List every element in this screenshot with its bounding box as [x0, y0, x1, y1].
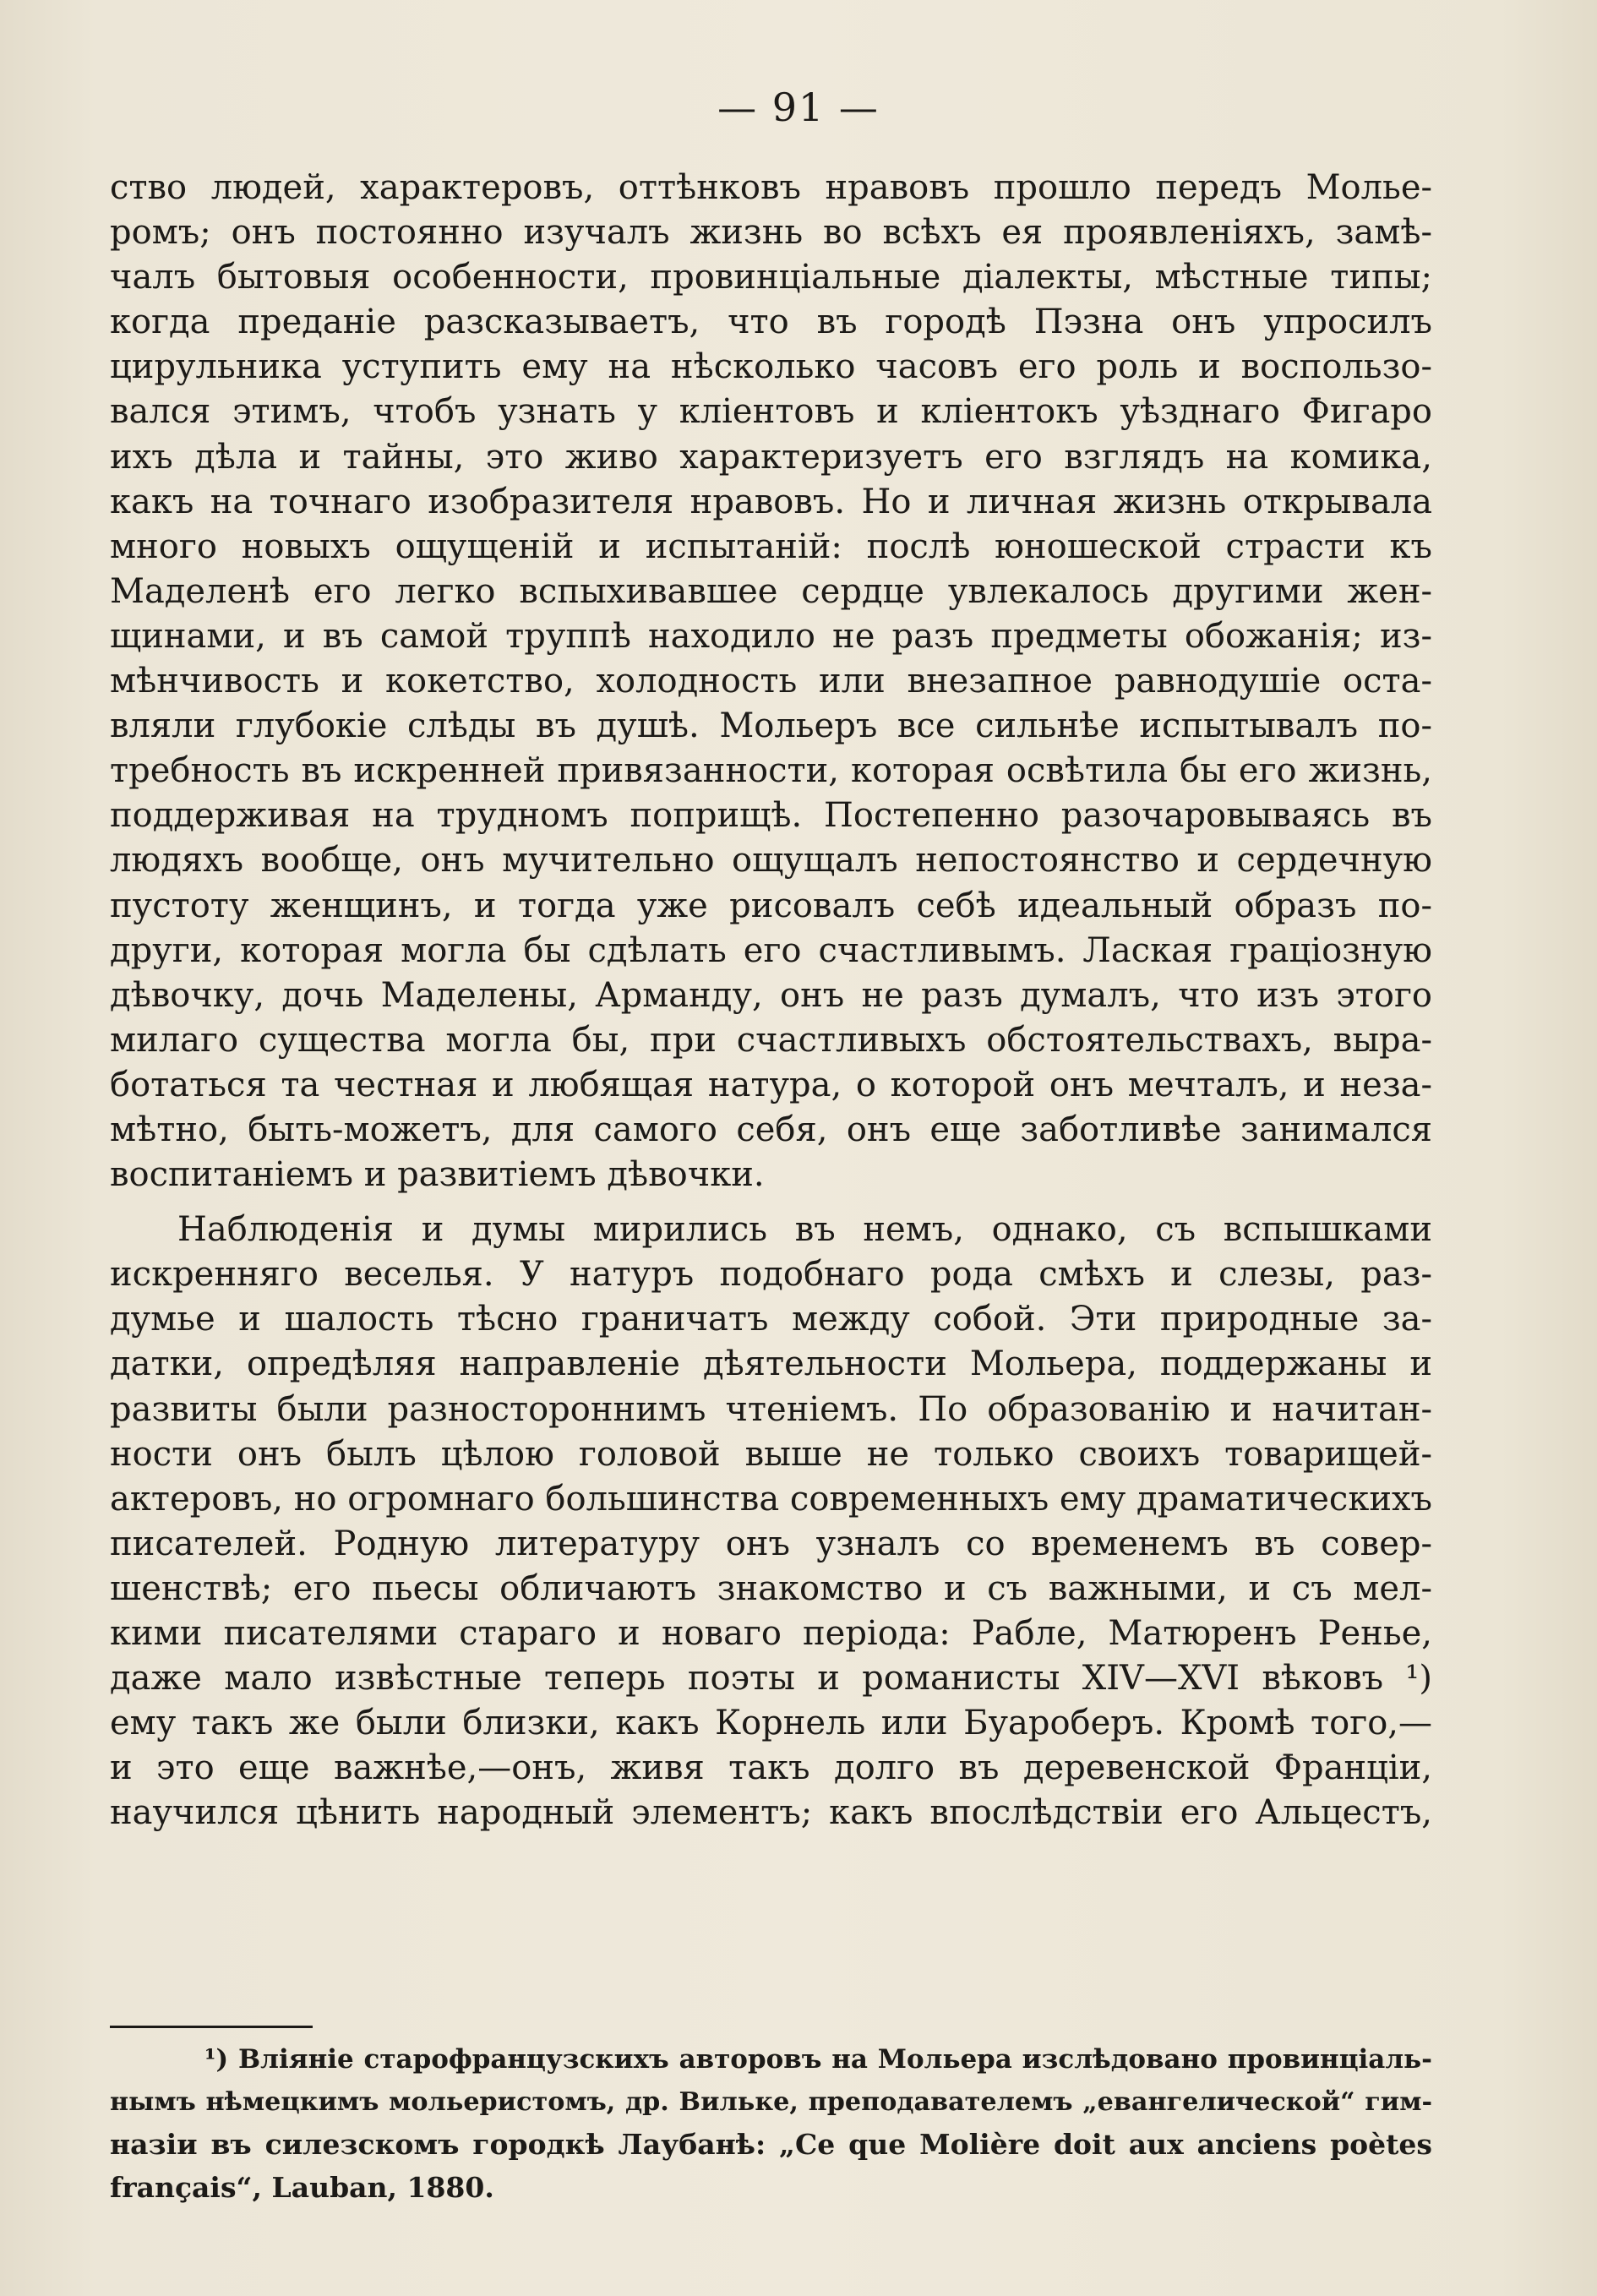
text-line: думье и шалость тѣсно граничатъ между собой. Эти природные за-: [110, 1300, 1432, 1339]
text-line: шенствѣ; его пьесы обличаютъ знакомство и съ важными, и съ мел-: [110, 1568, 1432, 1608]
text-line: ности онъ былъ цѣлою головой выше не только своихъ товарищей-: [110, 1434, 1432, 1474]
paragraph-2: [110, 1208, 1432, 1835]
text-line: вляли глубокіе слѣды въ душѣ. Мольеръ все сильнѣе испытывалъ по-: [110, 706, 1432, 746]
footnote-divider: [110, 2026, 313, 2028]
page-number: — 91 —: [717, 85, 880, 130]
text-line: милаго существа могла бы, при счастливыхъ обстоятельствахъ, выра-: [110, 1020, 1432, 1060]
paragraph-1: [110, 166, 1432, 1197]
text-line: Маделенѣ его легко вспыхивавшее сердце увлекалось другими жен-: [110, 571, 1432, 611]
footnote-line: нымъ нѣмецкимъ мольеристомъ, др. Вильке, преподавателемъ „евангелической“ гим-: [110, 2086, 1432, 2117]
text-line: дѣвочку, дочь Маделены, Арманду, онъ не разъ думалъ, что изъ этого: [110, 975, 1432, 1015]
text-line: Наблюденія и думы мирились въ немъ, однако, съ вспышками: [177, 1210, 1432, 1250]
text-line: людяхъ вообще, онъ мучительно ощущалъ непостоянство и сердечную: [110, 841, 1432, 881]
paragraph-gap: [110, 1197, 1432, 1208]
text-line: требность въ искренней привязанности, которая освѣтила бы его жизнь,: [110, 751, 1432, 791]
text-line: даже мало извѣстные теперь поэты и романисты XIV—XVI вѣковъ ¹): [110, 1659, 1432, 1699]
text-line: какъ на точнаго изобразителя нравовъ. Но и личная жизнь открывала: [110, 482, 1432, 521]
footnote-line: français“, Lauban, 1880.: [110, 2170, 494, 2204]
text-line: цирульника уступить ему на нѣсколько часовъ его роль и воспользо-: [110, 347, 1432, 387]
text-line: чалъ бытовыя особенности, провинціальные діалекты, мѣстные типы;: [110, 258, 1432, 297]
text-line: когда преданіе разсказываетъ, что въ городѣ Пэзна онъ упросилъ: [110, 303, 1432, 342]
text-line: мѣтно, быть-можетъ, для самого себя, онъ еще заботливѣе занимался: [110, 1110, 1432, 1149]
text-line: воспитаніемъ и развитіемъ дѣвочки.: [110, 1155, 765, 1195]
text-line: искренняго веселья. У натуръ подобнаго рода смѣхъ и слезы, раз-: [110, 1255, 1432, 1295]
text-line: много новыхъ ощущеній и испытаній: послѣ юношеской страсти къ: [110, 526, 1432, 566]
text-line: писателей. Родную литературу онъ узналъ со временемъ въ совер-: [110, 1524, 1432, 1563]
text-line: ромъ; онъ постоянно изучалъ жизнь во всѣхъ ея проявленіяхъ, замѣ-: [110, 213, 1432, 253]
text-line: и это еще важнѣе,—онъ, живя такъ долго въ деревенской Франціи,: [110, 1748, 1432, 1788]
footnote-line: ¹) Вліяніе старофранцузскихъ авторовъ на Мольера изслѣдовано провинціаль-: [204, 2044, 1432, 2075]
main-text: [110, 166, 1432, 1835]
text-line: поддерживая на трудномъ поприщѣ. Постепенно разочаровываясь въ: [110, 796, 1432, 836]
text-line: развиты были разностороннимъ чтеніемъ. По образованію и начитан-: [110, 1389, 1432, 1429]
footnote: [110, 2038, 1432, 2209]
text-line: мѣнчивость и кокетство, холодность или внезапное равнодушіе оста-: [110, 662, 1432, 701]
text-line: пустоту женщинъ, и тогда уже рисовалъ себѣ идеальный образъ по-: [110, 886, 1432, 925]
text-line: кими писателями стараго и новаго періода: Рабле, Матюренъ Ренье,: [110, 1614, 1432, 1653]
text-line: научился цѣнить народный элементъ; какъ впослѣдствіи его Альцестъ,: [110, 1793, 1432, 1833]
text-line: други, которая могла бы сдѣлать его счастливымъ. Лаская граціозную: [110, 930, 1432, 970]
text-line: вался этимъ, чтобъ узнать у кліентовъ и кліентокъ уѣзднаго Фигаро: [110, 392, 1432, 432]
text-line: ство людей, характеровъ, оттѣнковъ нравовъ прошло передъ Молье-: [110, 168, 1432, 207]
text-line: ихъ дѣла и тайны, это живо характеризуетъ его взглядъ на комика,: [110, 437, 1432, 477]
text-line: актеровъ, но огромнаго большинства современныхъ ему драматическихъ: [110, 1479, 1432, 1519]
footnote-line: назіи въ силезскомъ городкѣ Лаубанѣ: „Ce que Molière doit aux anciens poètes: [110, 2128, 1432, 2161]
text-line: ему такъ же были близки, какъ Корнель или Буароберъ. Кромѣ того,—: [110, 1704, 1432, 1743]
text-line: датки, опредѣляя направленіе дѣятельности Мольера, поддержаны и: [110, 1344, 1432, 1384]
text-line: ботаться та честная и любящая натура, о которой онъ мечталъ, и неза-: [110, 1065, 1432, 1104]
text-line: щинами, и въ самой труппѣ находило не разъ предметы обожанія; из-: [110, 616, 1432, 656]
